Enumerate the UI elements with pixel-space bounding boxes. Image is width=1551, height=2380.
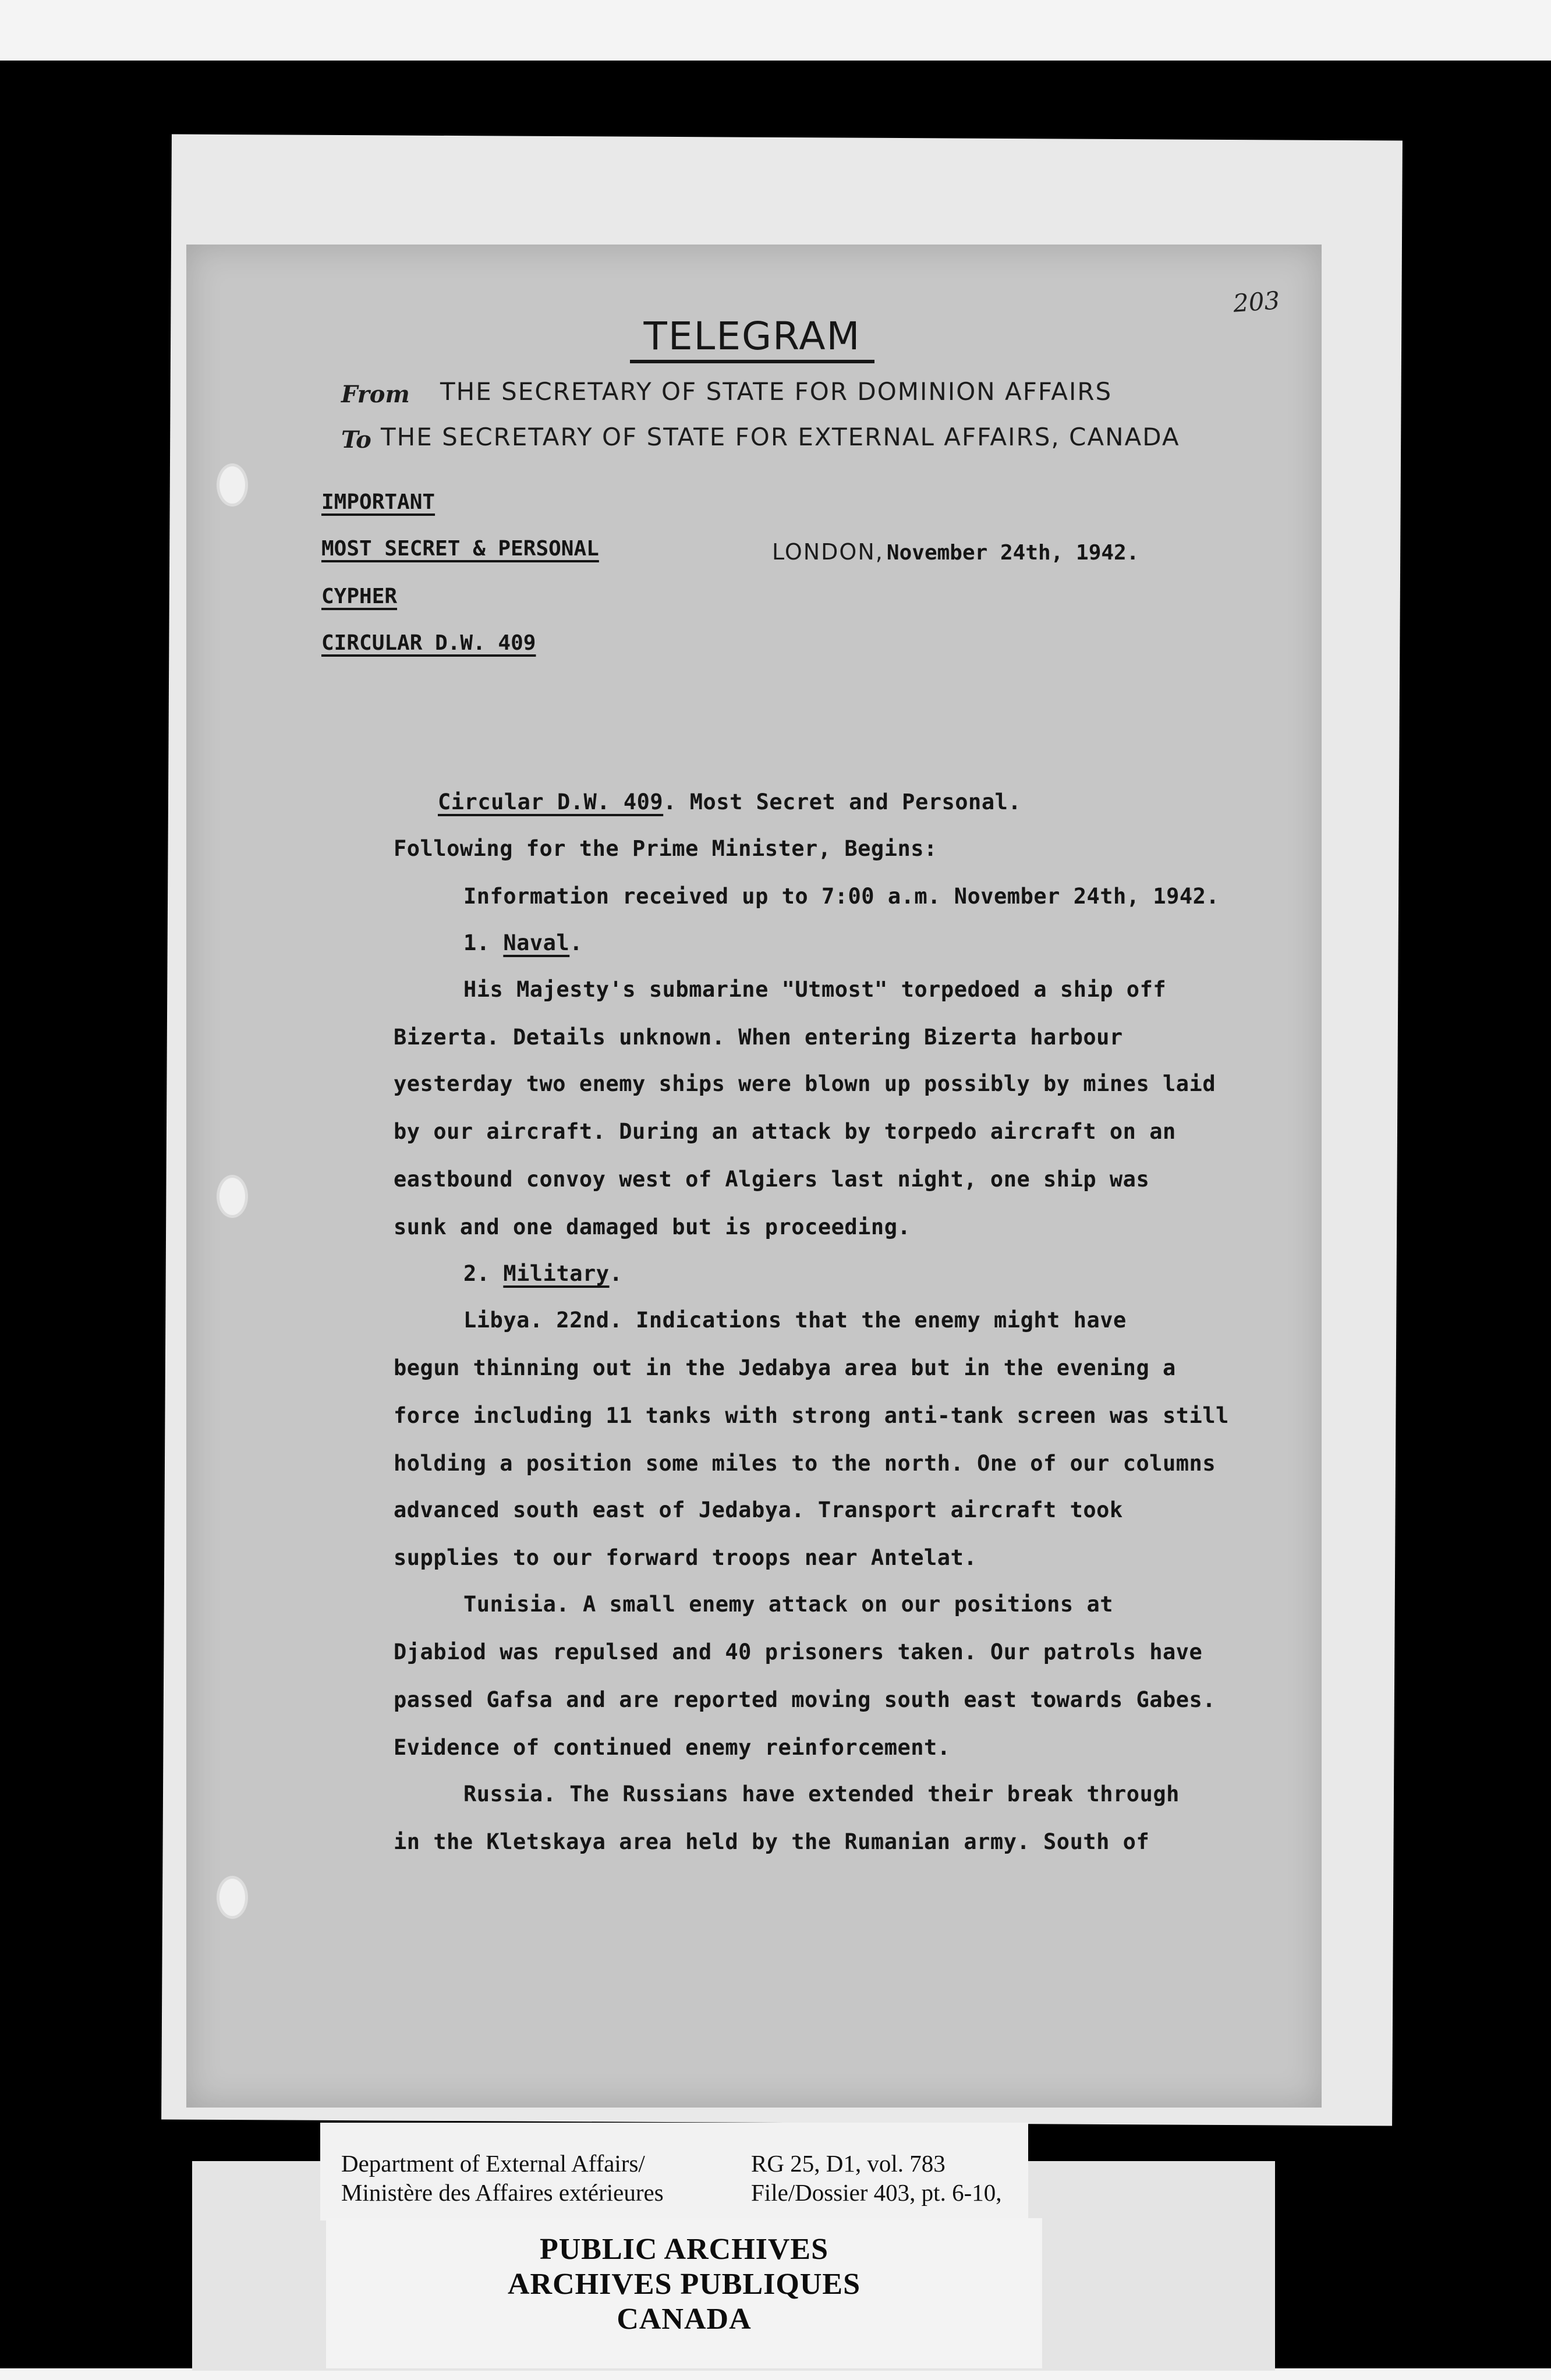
- libya-line: holding a position some miles to the north. One of our columns: [394, 1451, 1216, 1476]
- tunisia-line: Djabiod was repulsed and 40 prisoners taken. Our patrols have: [394, 1639, 1203, 1664]
- place: LONDON,: [772, 539, 884, 565]
- punch-hole-bottom: [217, 1876, 248, 1919]
- naval-line: Bizerta. Details unknown. When entering Bizerta harbour: [394, 1025, 1123, 1050]
- label-file-dossier: File/Dossier 403, pt. 6-10,: [751, 2179, 1002, 2206]
- naval-heading: 1. Naval.: [463, 930, 583, 955]
- label-department-en: Department of External Affairs/: [341, 2150, 645, 2177]
- punch-hole-top: [217, 463, 248, 507]
- military-title: Military: [503, 1261, 610, 1286]
- libya-line: advanced south east of Jedabya. Transport aircraft took: [394, 1497, 1123, 1522]
- telegram-title: TELEGRAM: [630, 313, 874, 363]
- tunisia-line: Tunisia. A small enemy attack on our positions at: [463, 1592, 1114, 1617]
- from-label: From: [341, 381, 410, 408]
- libya-line: supplies to our forward troops near Antelat.: [394, 1545, 978, 1570]
- stamp-line-2: ARCHIVES PUBLIQUES: [507, 2268, 861, 2301]
- libya-line: begun thinning out in the Jedabya area but in the evening a: [394, 1355, 1176, 1380]
- following-line: Following for the Prime Minister, Begins:: [394, 836, 937, 861]
- classification-circular: CIRCULAR D.W. 409: [321, 631, 536, 655]
- naval-line: yesterday two enemy ships were blown up possibly by mines laid: [394, 1071, 1216, 1096]
- classification-cypher: CYPHER: [321, 585, 398, 608]
- circular-ref: Circular D.W. 409: [438, 789, 664, 814]
- naval-line: eastbound convoy west of Algiers last night, one ship was: [394, 1167, 1150, 1192]
- stamp-line-1: PUBLIC ARCHIVES: [539, 2233, 829, 2266]
- label-department-fr: Ministère des Affaires extérieures: [341, 2179, 664, 2206]
- tunisia-line: passed Gafsa and are reported moving south east towards Gabes.: [394, 1687, 1216, 1712]
- military-number: 2.: [463, 1261, 490, 1286]
- naval-line: by our aircraft. During an attack by torpedo aircraft on an: [394, 1119, 1176, 1144]
- film-border-top: [0, 0, 1551, 61]
- tunisia-line: Evidence of continued enemy reinforcement.: [394, 1735, 951, 1760]
- circular-line: [438, 789, 1021, 814]
- punch-hole-middle: [217, 1175, 248, 1218]
- military-heading: 2. Military.: [463, 1261, 623, 1286]
- date: November 24th, 1942.: [886, 541, 1139, 565]
- to-value: THE SECRETARY OF STATE FOR EXTERNAL AFFAIRS, CANADA: [381, 423, 1180, 451]
- naval-number: 1.: [463, 930, 490, 955]
- naval-line: His Majesty's submarine "Utmost" torpedoed a ship off: [463, 977, 1167, 1002]
- libya-line: force including 11 tanks with strong anti-tank screen was still: [394, 1403, 1229, 1428]
- from-value: THE SECRETARY OF STATE FOR DOMINION AFFAIRS: [440, 377, 1113, 406]
- classification-important: IMPORTANT: [321, 490, 435, 514]
- place-and-date: [772, 539, 1139, 565]
- naval-title: Naval: [503, 930, 570, 955]
- label-record-group: RG 25, D1, vol. 783: [751, 2150, 946, 2177]
- circular-rest: . Most Secret and Personal.: [663, 789, 1022, 814]
- handwritten-page-number: 203: [1232, 286, 1281, 318]
- naval-line: sunk and one damaged but is proceeding.: [394, 1214, 911, 1239]
- libya-line: Libya. 22nd. Indications that the enemy might have: [463, 1308, 1127, 1333]
- info-line: Information received up to 7:00 a.m. November 24th, 1942.: [463, 884, 1220, 909]
- classification-secrecy: MOST SECRET & PERSONAL: [321, 537, 599, 561]
- russia-line: Russia. The Russians have extended their break through: [463, 1782, 1180, 1807]
- to-label: To: [341, 426, 371, 454]
- russia-line: in the Kletskaya area held by the Rumanian army. South of: [394, 1829, 1150, 1854]
- stamp-line-3: CANADA: [617, 2303, 752, 2336]
